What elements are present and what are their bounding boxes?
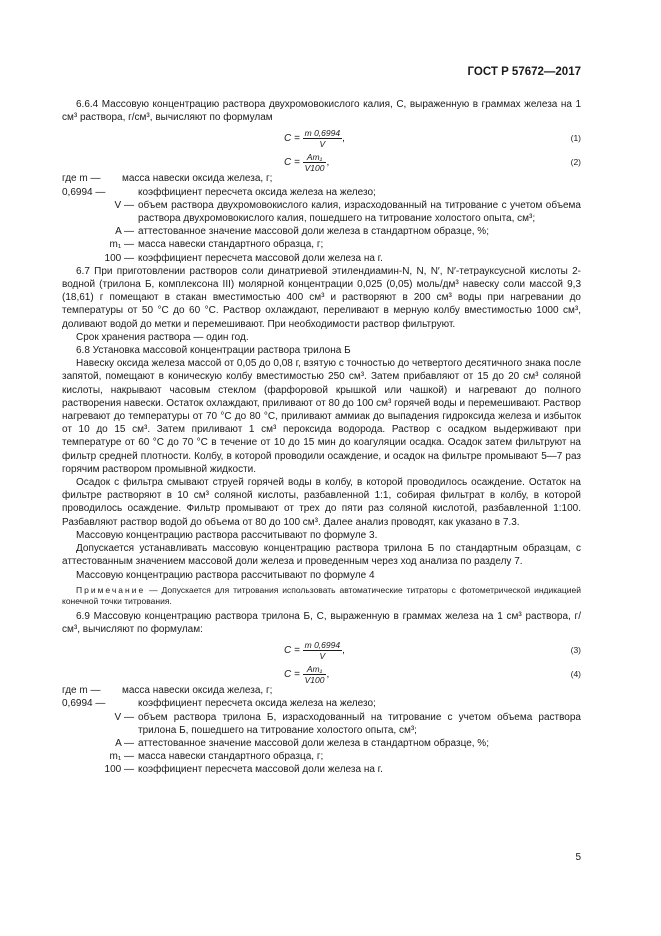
where-desc: аттестованное значение массовой доли железа в стандартном образце, %; <box>138 226 489 238</box>
formula-tail: , <box>342 133 345 145</box>
where-list-2 <box>62 684 581 776</box>
formula-fraction <box>303 128 342 149</box>
where-item <box>62 711 581 737</box>
formula-fraction <box>303 152 330 174</box>
where-item <box>62 763 581 776</box>
formula-numerator: m 0,6994 <box>304 640 341 651</box>
where-term: m₁ — <box>109 239 134 251</box>
document-body <box>62 98 581 777</box>
where-item <box>62 186 581 199</box>
formula-fraction <box>303 640 342 661</box>
where-item <box>62 225 581 238</box>
formula-number: (2) <box>570 157 581 168</box>
formula-denominator: V100 <box>304 675 325 686</box>
where-term: где m — <box>62 173 101 185</box>
formula-number: (1) <box>570 133 581 144</box>
where-item <box>62 172 581 185</box>
formula-tail: , <box>326 669 330 681</box>
where-term: 100 — <box>104 252 134 264</box>
where-term: V — <box>114 199 134 211</box>
where-desc: масса навески стандартного образца, г; <box>138 239 324 251</box>
formula-4-reference: Массовую концентрацию раствора рассчитывают по формуле 4 <box>76 569 375 581</box>
note <box>62 585 581 607</box>
section-6-8-title: 6.8 Установка массовой концентрации раствора трилона Б <box>76 345 351 357</box>
where-item <box>62 199 581 225</box>
formula-lhs: C = <box>284 669 300 680</box>
where-desc: объем раствора трилона Б, израсходованный на титрование с учетом объема раствора трилона Б, пошедшего на титрование холостого опыта, см³; <box>138 711 581 736</box>
formula-denominator: V100 <box>304 163 325 174</box>
note-label: Примечание <box>76 584 146 595</box>
formula-numerator: Am₁ <box>303 664 327 675</box>
where-item <box>62 737 581 750</box>
where-desc: объем раствора двухромовокислого калия, израсходованный на титрование с учетом объема раствора двухромовокислого калия, пошедшего на титрование холостого опыта, см³; <box>138 199 581 225</box>
where-desc: масса навески оксида железа, г; <box>122 173 273 185</box>
formula-1 <box>62 124 581 148</box>
where-desc: коэффициент пересчета оксида железа на железо; <box>138 186 376 198</box>
formula-numerator: Am₁ <box>303 152 327 163</box>
where-desc: коэффициент пересчета массовой доли железа на г. <box>138 764 383 776</box>
formula-denominator: V <box>319 651 326 662</box>
where-item <box>62 750 581 763</box>
where-term: A — <box>115 737 134 749</box>
where-term: 0,6994 — <box>62 698 106 710</box>
formula-numerator: m 0,6994 <box>304 128 341 139</box>
formula-4 <box>62 660 581 684</box>
where-term: где m — <box>62 685 101 697</box>
formula-2 <box>62 148 581 172</box>
formula-number: (4) <box>570 669 581 680</box>
section-6-7-text: 6.7 При приготовлении растворов соли динатриевой этилендиамин-N, N, N′, N′-тетрауксусной кислоты 2-водной (трилона Б, комплексона III) молярной концентрации 0,025 (0,05) моль/дм³ навеску соли массой 9,3 (18,61) г помещают в стакан вместимостью 400 см³ и растворяют в 200 см³ воды при нагревании до температуры от 50 °С до 60 °С. Раствор охлаждают, переливают в мерную колбу вместимостью 1000 см³, доливают водой до метки и перемешивают. При необходимости раствор фильтруют. <box>62 265 581 330</box>
document-id: ГОСТ Р 57672—2017 <box>467 66 581 78</box>
where-term: m₁ — <box>109 751 134 763</box>
formula-tail: , <box>342 645 345 657</box>
formula-lhs: C = <box>284 133 300 145</box>
section-6-9-intro: 6.9 Массовую концентрацию раствора трилона Б, C, выраженную в граммах железа на 1 см³ раствора, г/см³, вычисляют по формулам: <box>62 610 581 635</box>
formula-number: (3) <box>570 645 581 656</box>
formula-fraction <box>303 664 330 686</box>
formula-tail: , <box>326 157 330 169</box>
where-item <box>62 684 581 697</box>
where-term: 100 — <box>104 764 134 776</box>
formula-3-reference: Массовую концентрацию раствора рассчитывают по формуле 3. <box>76 529 378 541</box>
where-item <box>62 697 581 710</box>
where-term: V — <box>114 711 134 723</box>
where-term: 0,6994 — <box>62 186 106 198</box>
standard-samples-text: Допускается устанавливать массовую концентрацию раствора трилона Б по стандартным образцам, с аттестованным значением массовой доли железа и проведенным через ход анализа по разделу 7. <box>62 543 581 568</box>
formula-lhs: C = <box>284 645 300 656</box>
where-desc: коэффициент пересчета оксида железа на железо; <box>138 698 376 710</box>
where-desc: коэффициент пересчета массовой доли железа на г. <box>138 252 383 264</box>
note-text: — Допускается для титрования использовать автоматические титраторы с фотометрической индикацией конечной точки титрования. <box>62 584 581 606</box>
where-item <box>62 238 581 251</box>
page-number: 5 <box>575 852 581 863</box>
formula-denominator: V <box>319 139 326 150</box>
where-item <box>62 252 581 265</box>
section-6-8-washing: Осадок с фильтра смывают струей горячей воды в колбу, в которой проводилось осаждение. Остаток на фильтре растворяют в 10 см³ соляной кислоты, разбавленной 1:1, собирая фильтрат в колбу, в которой проводилось осаждение. Фильтр промывают от трех до пяти раз соляной кислотой, разбавленной 1:100. Разбавляют раствор водой до объема от 80 до 100 см³. Далее анализ проводят, как указано в 7.3. <box>62 477 581 528</box>
section-6-6-4-intro: 6.6.4 Массовую концентрацию раствора двухромовокислого калия, C, выраженную в граммах железа на 1 см³ раствора, г/см³, вычисляют по формулам <box>62 99 581 124</box>
formula-3 <box>62 636 581 660</box>
storage-period-text: Срок хранения раствора — один год. <box>76 331 249 343</box>
where-term: A — <box>115 226 134 238</box>
where-desc: масса навески стандартного образца, г; <box>138 751 324 763</box>
where-desc: масса навески оксида железа, г; <box>122 685 273 697</box>
where-list-1 <box>62 172 581 264</box>
where-desc: аттестованное значение массовой доли железа в стандартном образце, %; <box>138 737 489 749</box>
section-6-8-procedure: Навеску оксида железа массой от 0,05 до 0,08 г, взятую с точностью до четвертого десятичного знака после запятой, помещают в коническую колбу вместимостью 250 см³. Затем прибавляют от 15 до 20 см³ соляной кислоты, накрывают часовым стеклом (фарфоровой крышкой или чашкой) и нагревают до полного растворения навески. Остаток охлаждают, приливают от 80 до 100 см³ горячей воды и перемешивают. Раствор нагревают до температуры от 70 °С до 80 °С, приливают аммиак до выпадения гидроксида железа и избыток от 10 до 15 см³. Затем приливают 1 см³ пероксида водорода. Раствор с осадком выдерживают при температуре от 60 °С до 70 °С в течение от 10 до 15 мин до коагуляции осадка. Осадок затем фильтруют на фильтр средней плотности. Колбу, в которой проводили осаждение, и осадок на фильтре промывают 5—7 раз горячим раствором промывной жидкости. <box>62 358 581 475</box>
formula-lhs: C = <box>284 157 300 169</box>
